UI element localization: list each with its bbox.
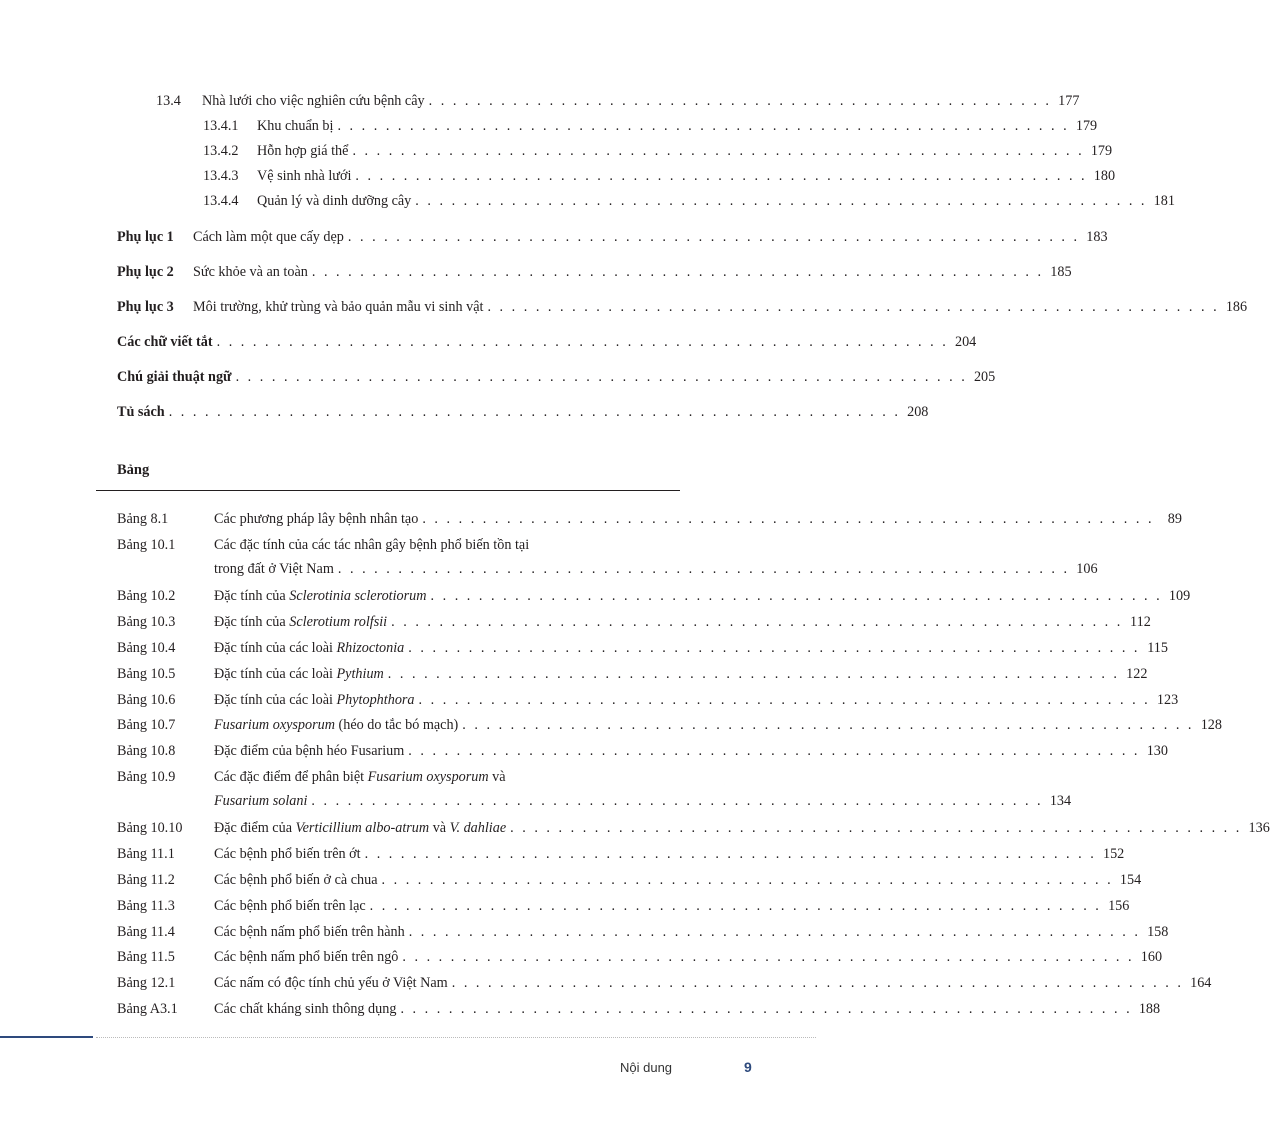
toc-title: Vệ sinh nhà lưới bbox=[257, 168, 352, 184]
table-title bbox=[214, 639, 408, 657]
toc-leader: . . . . . . . . . . . . . . . . . . . . . . . . . . . . . . . . . . . . . . . . . . . . . . . . . . . . . . . . . . . . . bbox=[422, 511, 1154, 527]
table-label: Bảng 11.2 bbox=[117, 872, 175, 888]
table-title-part: Đặc tính của bbox=[214, 588, 290, 605]
table-page-number: 109 bbox=[1168, 588, 1191, 605]
table-title bbox=[214, 845, 365, 863]
table-list-item[interactable] bbox=[117, 510, 1182, 528]
table-page-number: 122 bbox=[1126, 665, 1148, 682]
table-title-part: và bbox=[429, 820, 450, 837]
table-title-part: Đặc tính của các loài bbox=[214, 691, 337, 708]
table-title-part: Fusarium oxysporum bbox=[214, 717, 335, 734]
table-label: Bảng 12.1 bbox=[117, 975, 176, 992]
table-list-item[interactable] bbox=[117, 536, 1098, 580]
table-page-number: 158 bbox=[1147, 923, 1169, 940]
table-list-item[interactable] bbox=[117, 871, 1142, 889]
toc-title: Môi trường, khử trùng và bảo quản mẫu vi sinh vật bbox=[193, 299, 484, 315]
table-page-number: 115 bbox=[1147, 639, 1168, 656]
table-label: Bảng 10.9 bbox=[117, 768, 176, 785]
table-list-item[interactable] bbox=[117, 974, 1212, 992]
toc-leader: . . . . . . . . . . . . . . . . . . . . . . . . . . . . . . . . . . . . . . . . . . . . . . . . . . . . . . . . . . . . . bbox=[364, 846, 1097, 863]
toc-title: Chú giải thuật ngữ bbox=[117, 369, 232, 385]
toc-leader: . . . . . . . . . . . . . . . . . . . . . . . . . . . . . . . . . . . . . . . . . . . . . . . . . . . . . . . . . . . . . bbox=[352, 143, 1085, 159]
table-title-line1 bbox=[214, 536, 529, 554]
table-page-number: 106 bbox=[1076, 560, 1098, 577]
toc-page-number: 186 bbox=[1225, 299, 1248, 315]
toc-page-number: 208 bbox=[907, 404, 929, 420]
toc-leader: . . . . . . . . . . . . . . . . . . . . . . . . . . . . . . . . . . . . . . . . . . . . . . . . . . . . . . . . . . . . . bbox=[337, 560, 1070, 577]
table-title-part: Đặc tính của bbox=[214, 614, 290, 631]
footer-rule bbox=[96, 1037, 816, 1038]
toc-page-number: 204 bbox=[954, 334, 977, 350]
toc-appendix-label: Phụ lục 1 bbox=[117, 229, 174, 245]
table-title-part: Fusarium oxysporum bbox=[367, 768, 489, 785]
toc-title: Tủ sách bbox=[117, 404, 165, 420]
table-list-item[interactable] bbox=[117, 639, 1168, 657]
footer-accent-bar bbox=[0, 1036, 93, 1038]
toc-leader: . . . . . . . . . . . . . . . . . . . . . . . . . . . . . . . . . . . . . . . . . . . . . . . . . . . . . . . . . . . . . bbox=[347, 229, 1080, 245]
toc-leader: . . . . . . . . . . . . . . . . . . . . . . . . . . . . . . . . . . . . . . . . . . . . . . . . . . . . . . . . . . . . . bbox=[216, 334, 949, 350]
table-list-item[interactable] bbox=[117, 948, 1163, 966]
table-page-number: 112 bbox=[1130, 614, 1151, 631]
toc-appendix-label: Phụ lục 2 bbox=[117, 264, 174, 280]
table-list-item[interactable] bbox=[117, 845, 1125, 863]
table-title-part: trong đất ở Việt Nam bbox=[214, 560, 334, 577]
table-title bbox=[214, 716, 462, 734]
toc-leader: . . . . . . . . . . . . . . . . . . . . . . . . . . . . . . . . . . . . . . . . . . . . . . . . . . . . . . . . . . . . . bbox=[402, 949, 1135, 966]
toc-page-number: 181 bbox=[1153, 193, 1175, 209]
table-title bbox=[214, 510, 422, 528]
table-title bbox=[214, 974, 452, 992]
toc-leader: . . . . . . . . . . . . . . . . . . . . . . . . . . . . . . . . . . . . . . . . . . . . . . . . . . . . . . . . . . . . . bbox=[168, 404, 901, 420]
table-title-part: V. dahliae bbox=[449, 820, 507, 837]
table-label: Bảng 10.3 bbox=[117, 614, 176, 631]
toc-leader: . . . . . . . . . . . . . . . . . . . . . . . . . . . . . . . . . . . . . . . . . . . . . . . . . . . . . . . . . . . . . bbox=[415, 193, 1147, 209]
table-label: Bảng 11.5 bbox=[117, 949, 175, 966]
toc-leader: . . . . . . . . . . . . . . . . . . . . . . . . . . . . . . . . . . . . . . . . . . . . . . . . . . . . . . . . . . . . . bbox=[387, 665, 1120, 682]
table-title-part: Các đặc tính của các tác nhân gây bệnh phổ biến tồn tại bbox=[214, 536, 530, 553]
toc-title: Quản lý và dinh dưỡng cây bbox=[257, 193, 412, 209]
table-title-part: Đặc điểm của bệnh héo Fusarium bbox=[214, 743, 405, 760]
table-title-part: và bbox=[488, 768, 506, 785]
toc-leader: . . . . . . . . . . . . . . . . . . . . . . . . . . . . . . . . . . . . . . . . . . . . . . . . . . . . . . . . . . . . . bbox=[235, 369, 968, 385]
toc-subsection-number: 13.4.4 bbox=[203, 193, 239, 209]
toc-section-title: Nhà lưới cho việc nghiên cứu bệnh cây bbox=[202, 93, 425, 109]
toc-leader: . . . . . . . . . . . . . . . . . . . . . . . . . . . . . . . . . . . . . . . . . . . . . . . . . . . . . . . . . . . . . bbox=[355, 168, 1088, 184]
table-page-number: 123 bbox=[1156, 691, 1179, 708]
toc-leader: . . . . . . . . . . . . . . . . . . . . . . . . . . . . . . . . . . . . . . . . . . . . . . . . . . . . . . . . . . . . . bbox=[418, 691, 1151, 708]
toc-leader: . . . . . . . . . . . . . . . . . . . . . . . . . . . . . . . . . . . . . . . . . . . . . . . . . . . . . . . . . . . . . bbox=[408, 923, 1141, 940]
toc-leader: . . . . . . . . . . . . . . . . . . . . . . . . . . . . . . . . . . . . . . . . . . . . . . . . . . . . . . . . . . . . . bbox=[487, 299, 1220, 315]
footer-section-name: Nội dung bbox=[620, 1060, 673, 1075]
table-title bbox=[214, 792, 311, 810]
table-title-part: Các đặc điểm để phân biệt bbox=[214, 768, 368, 785]
table-title-part: Fusarium solani bbox=[214, 792, 308, 809]
table-title bbox=[214, 897, 370, 915]
toc-leader: . . . . . . . . . . . . . . . . . . . . . . . . . . . . . . . . . . . . . . . . . . . . . . . . . . . . . . . . . . . . . bbox=[311, 792, 1044, 809]
table-title-part: Đặc tính của các loài bbox=[214, 639, 337, 656]
table-page-number: 152 bbox=[1102, 846, 1125, 863]
toc-page-number: 180 bbox=[1093, 168, 1116, 184]
toc-page-number: 179 bbox=[1075, 118, 1098, 134]
table-title-part: Các chất kháng sinh thông dụng bbox=[214, 1001, 397, 1017]
table-label: Bảng 10.2 bbox=[117, 588, 176, 605]
table-label: Bảng 11.1 bbox=[117, 846, 175, 863]
toc-subsection-number: 13.4.3 bbox=[203, 168, 239, 184]
table-title-part: Các bệnh phổ biến ở cà chua bbox=[214, 872, 378, 888]
table-page-number: 128 bbox=[1200, 717, 1222, 734]
toc-leader: . . . . . . . . . . . . . . . . . . . . . . . . . . . . . . . . . . . . . . . . . . . . . . . . . . . . . . . . . . . . . bbox=[408, 639, 1140, 656]
table-list-item[interactable] bbox=[117, 1000, 1161, 1018]
table-page-number: 160 bbox=[1140, 949, 1163, 966]
toc-page-number: 183 bbox=[1086, 229, 1108, 245]
table-page-number: 134 bbox=[1049, 792, 1072, 809]
table-title-part: Rhizoctonia bbox=[336, 639, 405, 656]
table-list-item[interactable] bbox=[117, 587, 1191, 605]
toc-leader: . . . . . . . . . . . . . . . . . . . . . . . . . . . . . . . . . . . . . . . . . . . . . . . . . . . . . . . . . . . . . bbox=[369, 897, 1102, 914]
table-list-item[interactable] bbox=[117, 742, 1168, 760]
toc-leader: . . . . . . . . . . . . . . . . . . . . . . . . . . . . . . . . . . . . . . . . . . . . . . . . . . . . . . . . . . . . . bbox=[510, 820, 1242, 837]
toc-leader: . . . . . . . . . . . . . . . . . . . . . . . . . . . . . . . . . . . . . . . . . . . . . . . . . . . . . . . . . . . . . bbox=[381, 872, 1114, 888]
toc-title: Khu chuẩn bị bbox=[257, 118, 334, 134]
toc-page-number: 179 bbox=[1090, 143, 1113, 159]
table-title-part: Các bệnh phổ biến trên lạc bbox=[214, 897, 366, 914]
toc-title: Các chữ viết tắt bbox=[117, 334, 213, 350]
toc-leader: . . . . . . . . . . . . . . . . . . . . . . . . . . . . . . . . . . . . . . . . . . . . . . . . . . . . . . . . . . . . . bbox=[400, 1001, 1133, 1017]
table-label: Bảng 11.3 bbox=[117, 897, 175, 914]
toc-leader: . . . . . . . . . . . . . . . . . . . . . . . . . . . . . . . . . . . . . . . . . . . . . . . . . . . . . . . . . . . . . bbox=[451, 975, 1184, 992]
table-title-part: Verticillium albo-atrum bbox=[295, 820, 430, 837]
table-list-item[interactable] bbox=[117, 613, 1151, 631]
table-title bbox=[214, 691, 419, 709]
toc-section-number: 13.4 bbox=[156, 93, 181, 109]
table-title-part: (héo do tắc bó mạch) bbox=[334, 717, 459, 734]
table-list-item[interactable] bbox=[117, 716, 1222, 734]
table-page-number: 164 bbox=[1190, 975, 1212, 992]
table-list-item[interactable] bbox=[117, 819, 1270, 837]
toc-title: Hỗn hợp giá thể bbox=[257, 143, 349, 159]
toc-page-number: 185 bbox=[1050, 264, 1072, 280]
table-title bbox=[214, 587, 431, 605]
table-page-number: 130 bbox=[1146, 743, 1168, 760]
toc-leader: . . . . . . . . . . . . . . . . . . . . . . . . . . . . . . . . . . . . . . . . . . . . . . . . . . . . . . . . . . . . . bbox=[462, 717, 1194, 734]
toc-leader: . . . . . . . . . . . . . . . . . . . . . . . . . . . . . . . . . . . . . . . . . . . . . . . . . . . . . . . . . . . . . bbox=[311, 264, 1044, 280]
table-label: Bảng A3.1 bbox=[117, 1001, 178, 1017]
table-title-part: Các bệnh phổ biến trên ớt bbox=[214, 846, 361, 863]
table-page-number: 136 bbox=[1248, 820, 1270, 837]
toc-leader: . . . . . . . . . . . . . . . . . . . . . . . . . . . . . . . . . . . . . . . . . . . . . . . . . . . . . . . . . . . . . bbox=[408, 743, 1140, 760]
table-label: Bảng 10.6 bbox=[117, 691, 176, 708]
table-title bbox=[214, 742, 408, 760]
toc-subsection-number: 13.4.1 bbox=[203, 118, 239, 134]
table-title-part: Sclerotium rolfsii bbox=[289, 614, 388, 631]
table-title bbox=[214, 948, 402, 966]
table-label: Bảng 10.5 bbox=[117, 665, 176, 682]
table-title bbox=[214, 871, 382, 889]
table-list-item[interactable] bbox=[117, 691, 1179, 709]
table-page-number: 89 bbox=[1167, 511, 1182, 527]
table-title-part: Pythium bbox=[336, 665, 384, 682]
toc-page-number: 205 bbox=[973, 369, 996, 385]
table-title-part: Đặc điểm của bbox=[214, 820, 296, 837]
table-title-part: Đặc tính của các loài bbox=[214, 665, 337, 682]
toc-subsection-number: 13.4.2 bbox=[203, 143, 239, 159]
table-list-item[interactable] bbox=[117, 768, 1072, 812]
footer-page-number: 9 bbox=[744, 1059, 752, 1075]
toc-title: Cách làm một que cấy dẹp bbox=[193, 229, 344, 245]
table-title bbox=[214, 1000, 400, 1018]
table-title-part: Sclerotinia sclerotiorum bbox=[289, 588, 427, 605]
toc-leader: . . . . . . . . . . . . . . . . . . . . . . . . . . . . . . . . . . . . . . . . . . . . . . . . . . . . . . . . . . . . . bbox=[391, 614, 1123, 631]
table-title-line1 bbox=[214, 768, 506, 786]
table-list-item[interactable] bbox=[117, 897, 1130, 915]
table-title-part: Các nấm có độc tính chủ yếu ở Việt Nam bbox=[214, 975, 448, 992]
table-title-part: Các phương pháp lây bệnh nhân tạo bbox=[214, 511, 419, 527]
table-title bbox=[214, 665, 388, 683]
table-list-item[interactable] bbox=[117, 923, 1169, 941]
tables-heading-rule bbox=[96, 490, 680, 491]
table-page-number: 156 bbox=[1108, 897, 1130, 914]
table-label: Bảng 8.1 bbox=[117, 511, 169, 527]
toc-page-number: 177 bbox=[1058, 93, 1080, 109]
toc-leader: . . . . . . . . . . . . . . . . . . . . . . . . . . . . . . . . . . . . . . . . . . . . . . . . . . . . bbox=[428, 93, 1052, 109]
table-label: Bảng 11.4 bbox=[117, 923, 175, 940]
table-label: Bảng 10.1 bbox=[117, 536, 176, 553]
table-title bbox=[214, 613, 391, 631]
toc-appendix-label: Phụ lục 3 bbox=[117, 299, 174, 315]
table-label: Bảng 10.10 bbox=[117, 820, 183, 837]
table-page-number: 154 bbox=[1119, 872, 1142, 888]
table-title-part: Các bệnh nấm phổ biến trên hành bbox=[214, 923, 405, 940]
toc-title: Sức khỏe và an toàn bbox=[193, 264, 308, 280]
table-label: Bảng 10.8 bbox=[117, 743, 176, 760]
table-title bbox=[214, 560, 338, 578]
table-title-part: Phytophthora bbox=[336, 691, 415, 708]
table-title-part: Các bệnh nấm phổ biến trên ngô bbox=[214, 949, 399, 966]
toc-leader: . . . . . . . . . . . . . . . . . . . . . . . . . . . . . . . . . . . . . . . . . . . . . . . . . . . . . . . . . . . . . bbox=[337, 118, 1070, 134]
table-list-item[interactable] bbox=[117, 665, 1148, 683]
toc-leader: . . . . . . . . . . . . . . . . . . . . . . . . . . . . . . . . . . . . . . . . . . . . . . . . . . . . . . . . . . . . . bbox=[430, 588, 1163, 605]
table-page-number: 188 bbox=[1138, 1001, 1161, 1017]
tables-heading: Bảng bbox=[117, 462, 150, 478]
table-label: Bảng 10.7 bbox=[117, 717, 176, 734]
table-title bbox=[214, 923, 409, 941]
table-label: Bảng 10.4 bbox=[117, 639, 176, 656]
table-title bbox=[214, 819, 510, 837]
